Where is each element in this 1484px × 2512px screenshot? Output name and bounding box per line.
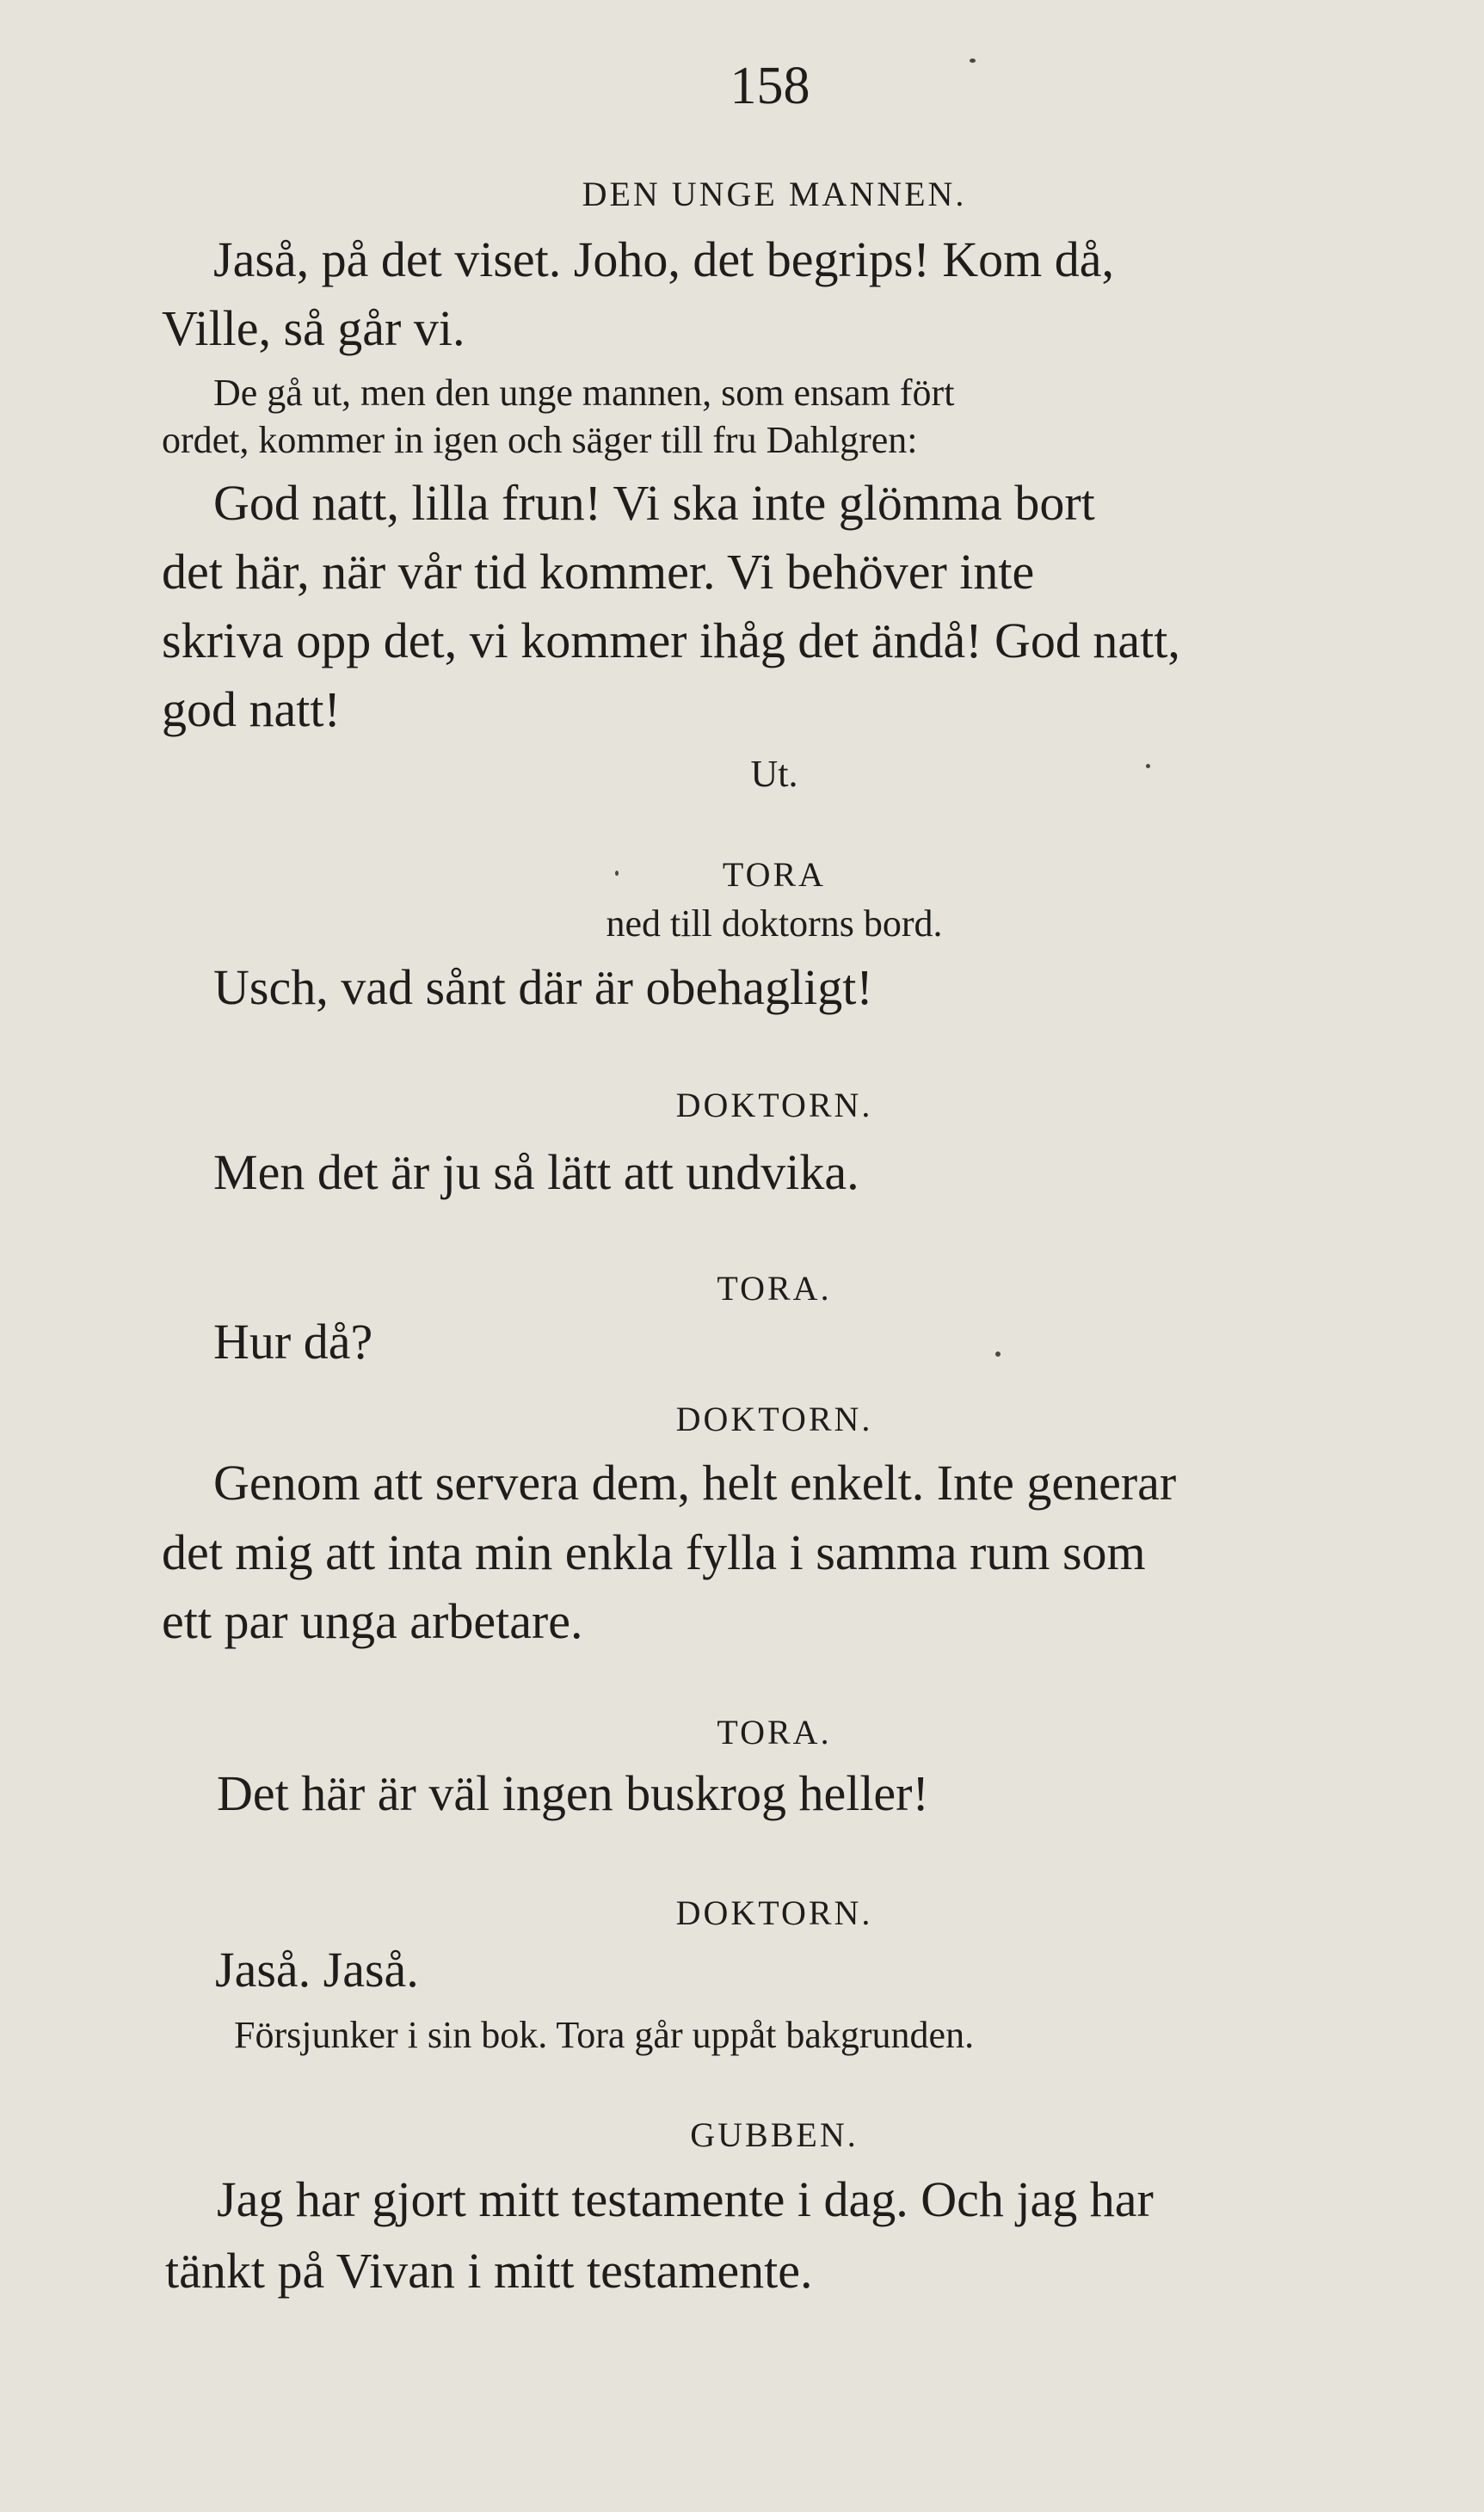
stage-direction: ordet, kommer in igen och säger till fru Dahlgren: bbox=[162, 419, 918, 461]
print-speck bbox=[995, 1351, 1001, 1357]
dialogue-line: det mig att inta min enkla fylla i samma rum som bbox=[162, 1524, 1146, 1580]
dialogue-line: Hur då? bbox=[213, 1314, 373, 1370]
speaker-name: DOKTORN. bbox=[675, 1400, 873, 1438]
dialogue-line: Usch, vad sånt där är obehagligt! bbox=[213, 959, 873, 1015]
dialogue-line: skriva opp det, vi kommer ihåg det ändå! God natt, bbox=[162, 613, 1180, 668]
dialogue-line: Ville, så går vi. bbox=[162, 300, 465, 356]
stage-direction: ned till doktorns bord. bbox=[606, 902, 943, 945]
stage-direction: Ut. bbox=[750, 753, 798, 795]
page-number: 158 bbox=[730, 57, 810, 115]
stage-direction: De gå ut, men den unge mannen, som ensam fört bbox=[213, 372, 955, 414]
speaker-name: GUBBEN. bbox=[690, 2115, 859, 2154]
dialogue-line: ett par unga arbetare. bbox=[162, 1593, 583, 1649]
speaker-name: DOKTORN. bbox=[675, 1893, 873, 1932]
print-speck bbox=[615, 871, 619, 876]
dialogue-line: Genom att servera dem, helt enkelt. Inte generar bbox=[213, 1455, 1177, 1511]
speaker-name: TORA. bbox=[717, 1269, 832, 1308]
dialogue-line: Det här är väl ingen buskrog heller! bbox=[217, 1765, 929, 1821]
dialogue-line: Jaså. Jaså. bbox=[215, 1942, 419, 1998]
speaker-name: TORA bbox=[722, 855, 827, 894]
dialogue-line: Jaså, på det viset. Joho, det begrips! Kom då, bbox=[213, 231, 1115, 287]
dialogue-line: Men det är ju så lätt att undvika. bbox=[213, 1144, 859, 1200]
print-speck bbox=[970, 58, 976, 63]
speaker-name: TORA. bbox=[717, 1713, 832, 1752]
speaker-name: DEN UNGE MANNEN. bbox=[582, 175, 967, 213]
dialogue-line: God natt, lilla frun! Vi ska inte glömma bort bbox=[213, 475, 1095, 531]
print-speck bbox=[1146, 764, 1150, 768]
dialogue-line: det här, när vår tid kommer. Vi behöver inte bbox=[162, 544, 1035, 600]
dialogue-line: Jag har gjort mitt testamente i dag. Och jag har bbox=[217, 2171, 1154, 2227]
stage-direction: Försjunker i sin bok. Tora går uppåt bakgrunden. bbox=[234, 2014, 975, 2056]
dialogue-line: god natt! bbox=[162, 681, 341, 737]
speaker-name: DOKTORN. bbox=[675, 1086, 873, 1124]
dialogue-line: tänkt på Vivan i mitt testamente. bbox=[165, 2243, 813, 2299]
